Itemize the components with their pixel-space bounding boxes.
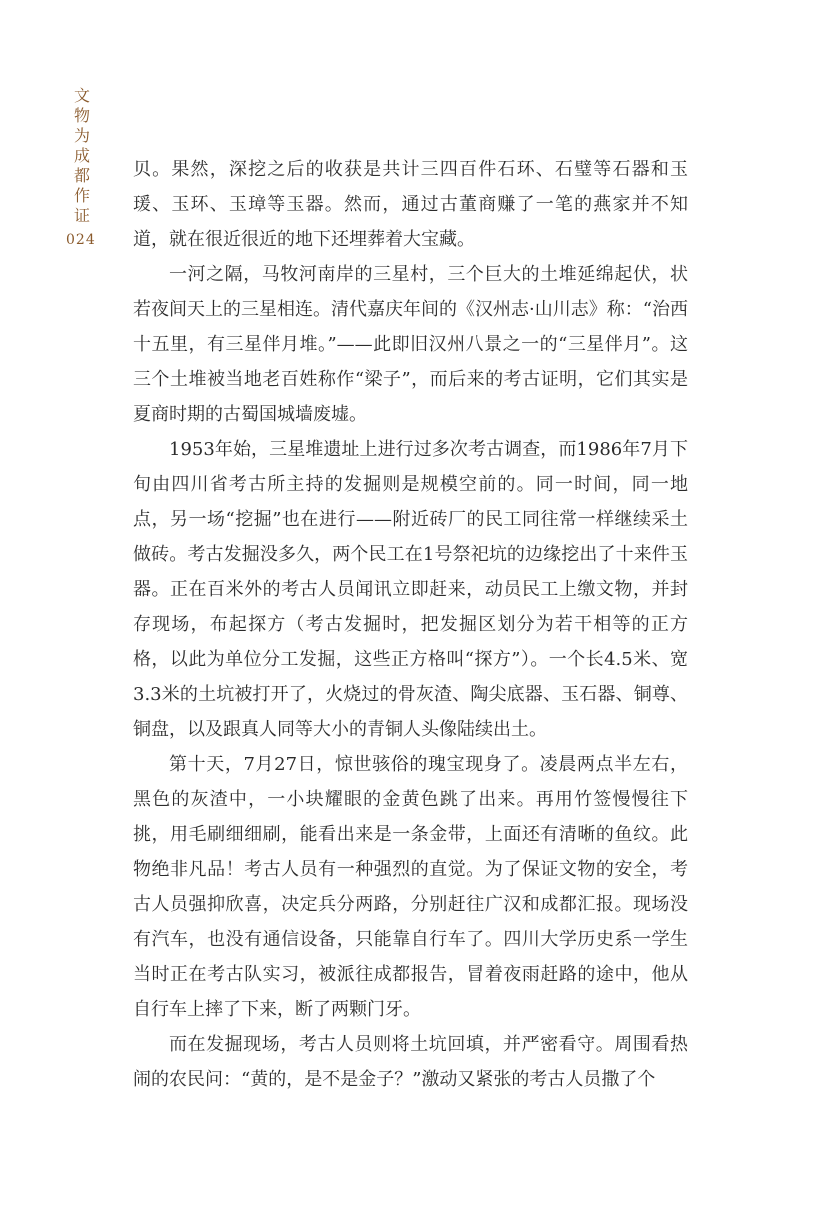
paragraph: 一河之隔，马牧河南岸的三星村，三个巨大的土堆延绵起伏，状若夜间天上的三星相连。清代嘉庆年间的《汉州志·山川志》称：“治西十五里，有三星伴月堆。”——此即旧汉州八景之一的“三星伴月”。这三个土堆被当地老百姓称作“梁子”，而后来的考古证明，它们其实是夏商时期的古蜀国城墙废墟。 [133,264,688,425]
running-head-title: 文物为成都作证 [73,86,90,225]
paragraph: 而在发掘现场，考古人员则将土坑回填，并严密看守。周围看热闹的农民问：“黄的，是不是金子？”激动又紧张的考古人员撒了个 [133,1034,688,1090]
paragraph: 1953年始，三星堆遗址上进行过多次考古调查，而1986年7月下旬由四川省考古所主持的发掘则是规模空前的。同一时间，同一地点，另一场“挖掘”也在进行——附近砖厂的民工同往常一样继续采土做砖。考古发掘没多久，两个民工在1号祭祀坑的边缘挖出了十来件玉器。正在百米外的考古人员闻讯立即赶来，动员民工上缴文物，并封存现场，布起探方（考古发掘时，把发掘区划分为若干相等的正方格，以此为单位分工发掘，这些正方格叫“探方”）。一个长4.5米、宽3.3米的土坑被打开了，火烧过的骨灰渣、陶尖底器、玉石器、铜尊、铜盘，以及跟真人同等大小的青铜人头像陆续出土。 [133,439,688,740]
body-text [133,152,688,1097]
paragraph: 第十天，7月27日，惊世骇俗的瑰宝现身了。凌晨两点半左右，黑色的灰渣中，一小块耀眼的金黄色跳了出来。再用竹签慢慢往下挑，用毛刷细细刷，能看出来是一条金带，上面还有清晰的鱼纹。此物绝非凡品！考古人员有一种强烈的直觉。为了保证文物的安全，考古人员强抑欣喜，决定兵分两路，分别赶往广汉和成都汇报。现场没有汽车，也没有通信设备，只能靠自行车了。四川大学历史系一学生当时正在考古队实习，被派往成都报告，冒着夜雨赶路的途中，他从自行车上摔了下来，断了两颗门牙。 [133,754,688,1020]
page-number: 024 [66,232,96,248]
paragraph: 贝。果然，深挖之后的收获是共计三四百件石环、石璧等石器和玉瑗、玉环、玉璋等玉器。然而，通过古董商赚了一笔的燕家并不知道，就在很近很近的地下还埋葬着大宝藏。 [133,159,688,250]
